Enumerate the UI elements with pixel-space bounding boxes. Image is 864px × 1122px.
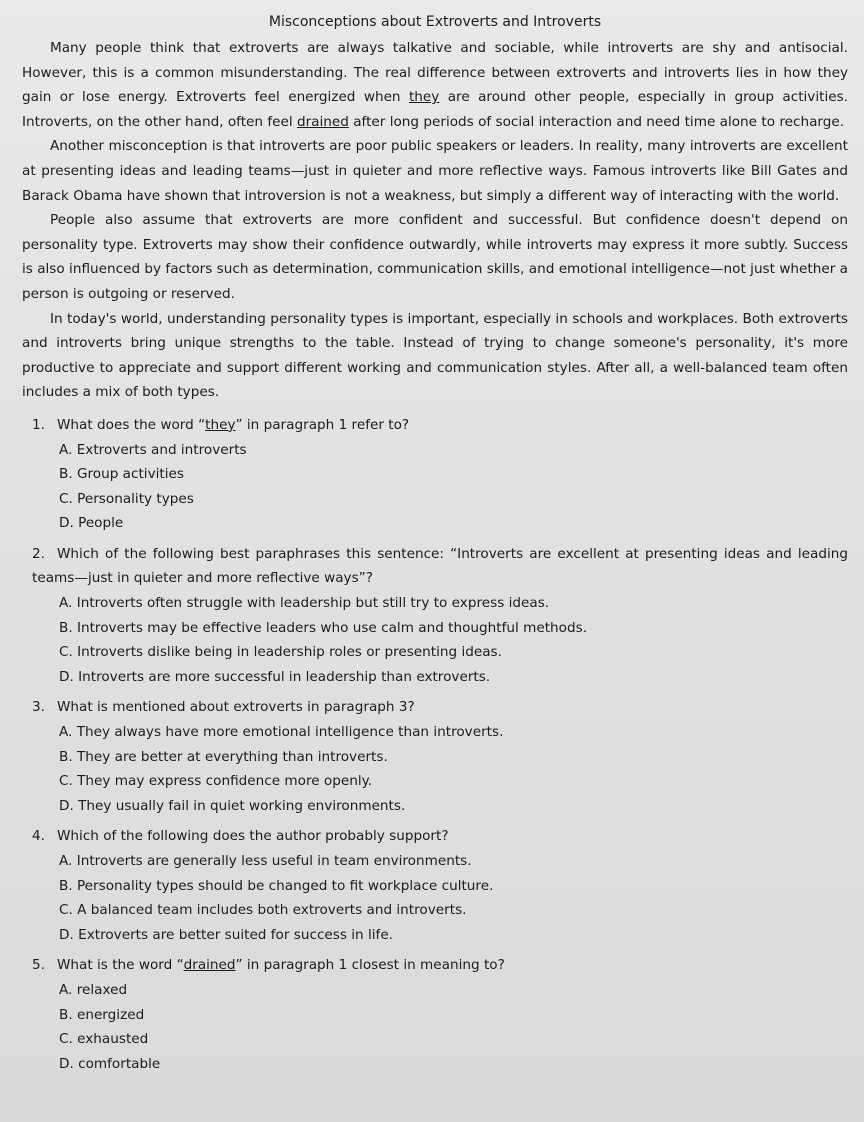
- text-segment: after long periods of social interaction and need time alone to recharge.: [348, 113, 845, 130]
- worksheet-title: Misconceptions about Extroverts and Introverts: [268, 14, 602, 30]
- text-segment: What is the word “: [56, 957, 184, 974]
- answer-option-b[interactable]: B. They are better at everything than introverts.: [59, 748, 388, 765]
- text-segment: ” in paragraph 1 closest in meaning to?: [235, 957, 505, 974]
- text-segment: Which of the following does the author probably support?: [56, 828, 449, 845]
- answer-option-b[interactable]: B. energized: [59, 1006, 145, 1023]
- answer-option-c[interactable]: C. Personality types: [59, 490, 194, 507]
- answer-option-b[interactable]: B. Introverts may be effective leaders who use calm and thoughtful methods.: [59, 619, 588, 636]
- text-segment: What does the word “: [56, 416, 206, 433]
- reading-passage: [22, 36, 848, 405]
- answer-option-d[interactable]: D. Extroverts are better suited for success in life.: [59, 926, 394, 943]
- question-number: 1.: [32, 416, 45, 433]
- question-1: [22, 413, 848, 536]
- question-2: [22, 542, 848, 690]
- text-segment: Many people think that extroverts are always talkative and sociable, while introverts are shy and antisocial. However, this is a common misunderstanding. The real difference between extroverts and introverts lies in how they gain or lose energy. Extroverts feel energized when: [22, 40, 848, 106]
- answer-option-a[interactable]: A. Extroverts and introverts: [59, 441, 247, 458]
- answer-option-c[interactable]: C. exhausted: [59, 1031, 149, 1048]
- underlined-word: they: [205, 416, 236, 433]
- answer-option-c[interactable]: C. Introverts dislike being in leadership roles or presenting ideas.: [59, 644, 502, 661]
- answer-option-a[interactable]: A. Introverts often struggle with leadership but still try to express ideas.: [59, 595, 550, 612]
- passage-paragraph-3: [22, 208, 848, 306]
- question-stem: [22, 542, 848, 591]
- answer-option-c[interactable]: C. They may express confidence more openly.: [59, 773, 373, 790]
- text-segment: Another misconception is that introverts are poor public speakers or leaders. In reality, many introverts are excellent at presenting ideas and leading teams—just in quieter and more reflective ways. Famous introverts like Bill Gates and Barack Obama have shown that introversion is not a weakness, but simply a different way of interacting with the world.: [22, 138, 848, 204]
- underlined-word: they: [408, 89, 440, 106]
- text-segment: People also assume that extroverts are more confident and successful. But confidence doesn't depend on personality type. Extroverts may show their confidence outwardly, while introverts may express it more subtly. Success is also influenced by factors such as determination, communication skills, and emotional intelligence—not just whether a person is outgoing or reserved.: [22, 212, 848, 302]
- answer-option-b[interactable]: B. Personality types should be changed to fit workplace culture.: [59, 877, 494, 894]
- answer-option-d[interactable]: D. Introverts are more successful in leadership than extroverts.: [59, 668, 491, 685]
- question-list: [22, 413, 848, 1076]
- question-stem: [22, 953, 848, 978]
- question-stem: [22, 695, 848, 720]
- question-number: 2.: [32, 545, 45, 562]
- answer-option-c[interactable]: C. A balanced team includes both extroverts and introverts.: [59, 902, 467, 919]
- text-segment: What is mentioned about extroverts in paragraph 3?: [56, 699, 415, 716]
- question-5: [22, 953, 848, 1076]
- question-number: 5.: [32, 957, 45, 974]
- text-segment: are around other people, especially in group activities. Introverts, on the other hand, often feel: [22, 89, 848, 130]
- answer-option-a[interactable]: A. They always have more emotional intelligence than introverts.: [59, 724, 504, 741]
- answer-option-a[interactable]: A. relaxed: [59, 981, 128, 998]
- passage-paragraph-2: [22, 134, 848, 208]
- passage-paragraph-1: [22, 36, 848, 134]
- question-3: [22, 695, 848, 818]
- answer-option-d[interactable]: D. People: [59, 515, 124, 532]
- question-4: [22, 824, 848, 947]
- question-stem: [22, 413, 848, 438]
- question-number: 3.: [32, 699, 45, 716]
- answer-option-d[interactable]: D. They usually fail in quiet working environments.: [59, 797, 406, 814]
- answer-option-d[interactable]: D. comfortable: [59, 1055, 161, 1072]
- text-segment: ” in paragraph 1 refer to?: [235, 416, 410, 433]
- text-segment: In today's world, understanding personality types is important, especially in schools and workplaces. Both extroverts and introverts bring unique strengths to the table. Instead of trying to change someone's personality, it's more productive to appreciate and support different working and communication styles. After all, a well-balanced team often includes a mix of both types.: [22, 310, 848, 401]
- passage-paragraph-4: [22, 307, 848, 405]
- underlined-word: drained: [183, 957, 236, 974]
- question-number: 4.: [32, 828, 45, 845]
- answer-option-a[interactable]: A. Introverts are generally less useful in team environments.: [59, 853, 472, 869]
- question-stem: [22, 824, 848, 849]
- text-segment: Which of the following best paraphrases this sentence: “Introverts are excellent at presenting ideas and leading teams—just in quieter and more reflective ways”?: [32, 545, 848, 587]
- underlined-word: drained: [296, 113, 349, 130]
- answer-option-b[interactable]: B. Group activities: [59, 466, 184, 483]
